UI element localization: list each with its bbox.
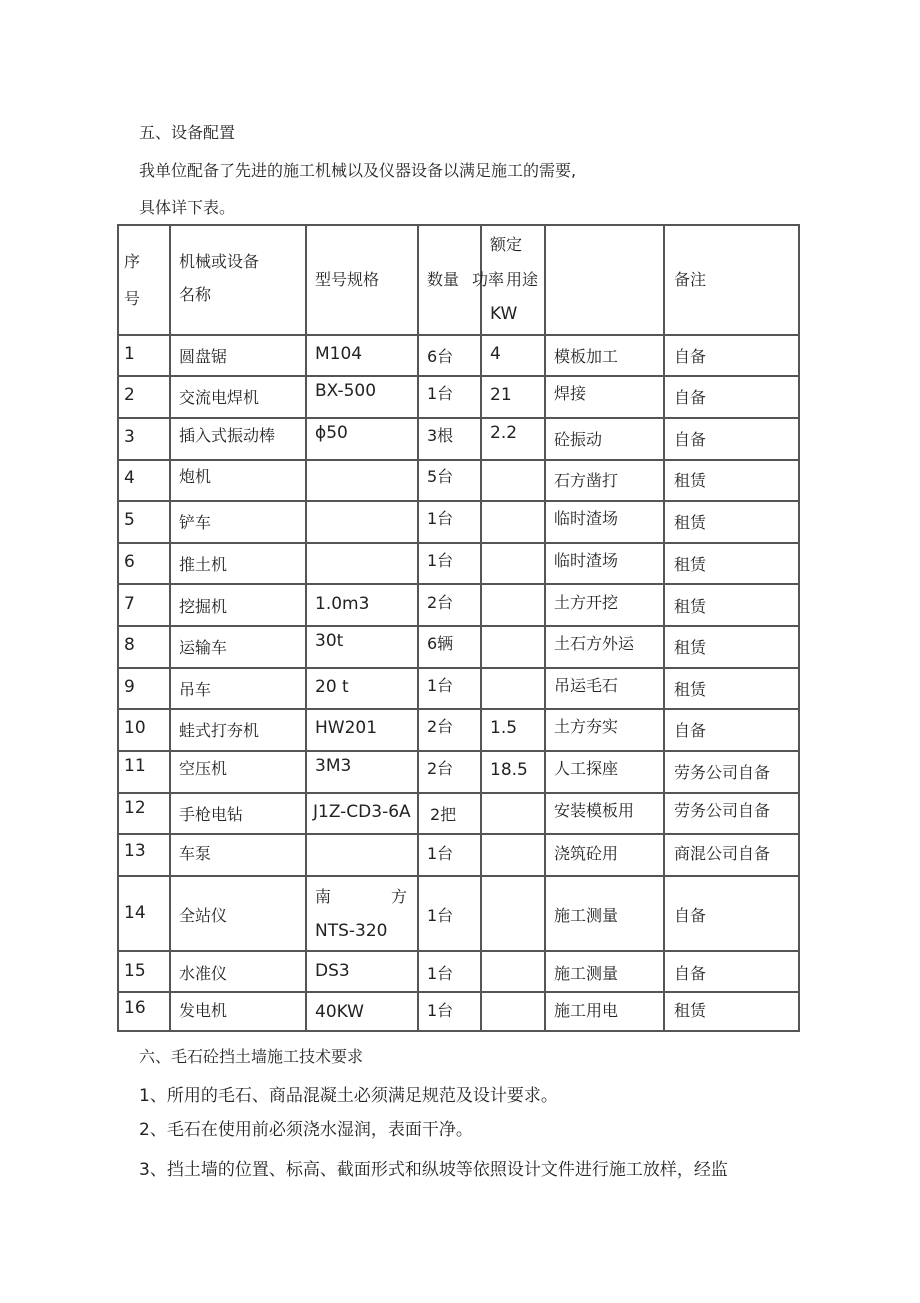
table-rule bbox=[417, 224, 419, 1032]
cell-qty: 1台 bbox=[427, 384, 454, 403]
cell-note: 租赁 bbox=[674, 1001, 707, 1020]
cell-note: 租赁 bbox=[674, 638, 707, 657]
cell-usage: 临时渣场 bbox=[554, 551, 619, 570]
table-rule bbox=[117, 334, 800, 336]
cell-model: M104 bbox=[315, 344, 363, 364]
cell-note: 租赁 bbox=[674, 513, 707, 532]
cell-note: 商混公司自备 bbox=[674, 844, 771, 863]
cell-power: 21 bbox=[490, 385, 512, 405]
cell-model: 1.0m3 bbox=[315, 594, 370, 614]
cell-seq: 7 bbox=[124, 594, 135, 614]
cell-model: 30t bbox=[315, 631, 344, 651]
table-rule bbox=[117, 417, 800, 419]
cell-qty: 6台 bbox=[427, 347, 454, 366]
cell-usage: 土石方外运 bbox=[554, 634, 635, 653]
table-rule bbox=[117, 750, 800, 752]
cell-qty: 2台 bbox=[427, 593, 454, 612]
cell-usage: 石方凿打 bbox=[554, 471, 619, 490]
section6-heading: 六、毛石砼挡土墙施工技术要求 bbox=[139, 1047, 364, 1066]
cell-name: 空压机 bbox=[179, 759, 228, 778]
cell-name: 铲车 bbox=[179, 513, 212, 532]
cell-note: 租赁 bbox=[674, 471, 707, 490]
cell-power: 18.5 bbox=[490, 760, 528, 780]
table-rule bbox=[117, 1030, 800, 1032]
cell-model: HW201 bbox=[315, 718, 378, 738]
table-rule bbox=[169, 224, 171, 1032]
table-rule bbox=[798, 224, 800, 1032]
header-power-unit: KW bbox=[490, 304, 518, 324]
table-rule bbox=[117, 459, 800, 461]
table-rule bbox=[117, 950, 800, 952]
table-rule bbox=[117, 708, 800, 710]
cell-qty: 1台 bbox=[427, 906, 454, 925]
table-rule bbox=[117, 375, 800, 377]
cell-qty: 1台 bbox=[427, 551, 454, 570]
header-qty: 数量 bbox=[427, 270, 460, 289]
table-rule bbox=[117, 667, 800, 669]
cell-qty: 6辆 bbox=[427, 634, 454, 653]
header-note: 备注 bbox=[674, 270, 707, 289]
cell-seq: 12 bbox=[124, 798, 146, 818]
cell-qty: 1台 bbox=[427, 1001, 454, 1020]
header-power: 功率 bbox=[472, 270, 505, 289]
cell-name: 交流电焊机 bbox=[179, 388, 260, 407]
table-rule bbox=[117, 875, 800, 877]
cell-seq: 16 bbox=[124, 998, 146, 1018]
cell-note: 租赁 bbox=[674, 680, 707, 699]
cell-seq: 15 bbox=[124, 961, 146, 981]
section5-intro-line2: 具体详下表。 bbox=[139, 198, 236, 217]
table-rule bbox=[117, 833, 800, 835]
cell-seq: 10 bbox=[124, 718, 146, 738]
cell-model: 20 t bbox=[315, 677, 349, 697]
cell-name: 车泵 bbox=[179, 844, 212, 863]
cell-seq: 6 bbox=[124, 552, 135, 572]
header-seq: 号 bbox=[124, 289, 141, 308]
cell-seq: 11 bbox=[124, 756, 146, 776]
cell-model: DS3 bbox=[315, 961, 350, 981]
table-rule bbox=[117, 625, 800, 627]
header-name: 名称 bbox=[179, 285, 212, 304]
table-rule bbox=[117, 792, 800, 794]
requirement-3: 3、挡土墙的位置、标高、截面形式和纵坡等依照设计文件进行施工放样，经监 bbox=[139, 1160, 728, 1180]
cell-note: 自备 bbox=[674, 430, 707, 449]
cell-name: 圆盘锯 bbox=[179, 347, 228, 366]
cell-qty: 2台 bbox=[427, 717, 454, 736]
header-power: 额定 bbox=[490, 235, 523, 254]
cell-note: 自备 bbox=[674, 964, 707, 983]
table-rule bbox=[663, 224, 665, 1032]
cell-usage: 模板加工 bbox=[554, 347, 619, 366]
header-model: 型号规格 bbox=[315, 270, 380, 289]
table-rule bbox=[480, 224, 482, 1032]
cell-power: 1.5 bbox=[490, 718, 518, 738]
cell-note: 自备 bbox=[674, 721, 707, 740]
table-rule bbox=[117, 542, 800, 544]
header-name: 机械或设备 bbox=[179, 252, 260, 271]
cell-name: 炮机 bbox=[179, 467, 212, 486]
cell-qty: 1台 bbox=[427, 676, 454, 695]
equipment-table bbox=[117, 224, 800, 1032]
cell-name: 水准仪 bbox=[179, 964, 228, 983]
cell-name: 蛙式打夯机 bbox=[179, 721, 260, 740]
cell-seq: 4 bbox=[124, 468, 135, 488]
cell-seq: 13 bbox=[124, 841, 146, 861]
cell-usage: 人工探座 bbox=[554, 759, 619, 778]
cell-note: 租赁 bbox=[674, 555, 707, 574]
cell-usage: 吊运毛石 bbox=[554, 676, 619, 695]
cell-note: 劳务公司自备 bbox=[674, 763, 771, 782]
cell-seq: 3 bbox=[124, 427, 135, 447]
cell-usage: 安装模板用 bbox=[554, 801, 635, 820]
cell-name: 插入式振动棒 bbox=[179, 426, 276, 445]
table-rule bbox=[305, 224, 307, 1032]
cell-note: 租赁 bbox=[674, 597, 707, 616]
cell-model: 40KW bbox=[315, 1002, 364, 1022]
cell-usage: 施工测量 bbox=[554, 906, 619, 925]
table-rule bbox=[117, 224, 119, 1032]
cell-usage: 焊接 bbox=[554, 384, 587, 403]
header-usage: 用途 bbox=[506, 270, 539, 289]
requirement-2: 2、毛石在使用前必须浇水湿润，表面干净。 bbox=[139, 1120, 473, 1140]
cell-power: 4 bbox=[490, 344, 501, 364]
table-rule bbox=[117, 224, 800, 226]
cell-usage: 施工测量 bbox=[554, 964, 619, 983]
cell-usage: 砼振动 bbox=[554, 430, 603, 449]
cell-name: 吊车 bbox=[179, 680, 212, 699]
cell-qty: 5台 bbox=[427, 467, 454, 486]
cell-qty: 2台 bbox=[427, 759, 454, 778]
cell-model: 方 bbox=[391, 887, 408, 906]
header-seq: 序 bbox=[124, 252, 141, 271]
cell-qty: 2把 bbox=[430, 805, 457, 824]
cell-note: 自备 bbox=[674, 906, 707, 925]
cell-name: 手枪电钻 bbox=[179, 805, 244, 824]
cell-seq: 1 bbox=[124, 344, 135, 364]
cell-model: BX-500 bbox=[315, 381, 377, 401]
cell-usage: 浇筑砼用 bbox=[554, 844, 619, 863]
cell-seq: 5 bbox=[124, 510, 135, 530]
cell-note: 自备 bbox=[674, 347, 707, 366]
cell-usage: 土方夯实 bbox=[554, 717, 619, 736]
table-rule bbox=[117, 500, 800, 502]
cell-model: NTS-320 bbox=[315, 921, 388, 941]
section5-intro-line1: 我单位配备了先进的施工机械以及仪器设备以满足施工的需要, bbox=[139, 161, 577, 180]
cell-model: J1Z-CD3-6A bbox=[313, 802, 411, 822]
cell-model: 3M3 bbox=[315, 756, 352, 776]
cell-seq: 9 bbox=[124, 677, 135, 697]
cell-usage: 土方开挖 bbox=[554, 593, 619, 612]
table-rule bbox=[117, 991, 800, 993]
cell-note: 劳务公司自备 bbox=[674, 801, 771, 820]
cell-name: 挖掘机 bbox=[179, 597, 228, 616]
cell-seq: 2 bbox=[124, 385, 135, 405]
cell-name: 全站仪 bbox=[179, 906, 228, 925]
cell-usage: 临时渣场 bbox=[554, 509, 619, 528]
cell-model: ϕ50 bbox=[315, 423, 348, 443]
cell-name: 运输车 bbox=[179, 638, 228, 657]
cell-name: 推土机 bbox=[179, 555, 228, 574]
section5-heading: 五、设备配置 bbox=[139, 123, 236, 142]
cell-qty: 3根 bbox=[427, 426, 454, 445]
table-rule bbox=[117, 583, 800, 585]
requirement-1: 1、所用的毛石、商品混凝土必须满足规范及设计要求。 bbox=[139, 1086, 558, 1106]
cell-model: 南 bbox=[315, 887, 332, 906]
cell-seq: 14 bbox=[124, 903, 146, 923]
cell-note: 自备 bbox=[674, 388, 707, 407]
cell-name: 发电机 bbox=[179, 1001, 228, 1020]
cell-qty: 1台 bbox=[427, 844, 454, 863]
table-rule bbox=[544, 224, 546, 1032]
cell-usage: 施工用电 bbox=[554, 1001, 619, 1020]
cell-seq: 8 bbox=[124, 635, 135, 655]
cell-qty: 1台 bbox=[427, 964, 454, 983]
cell-power: 2.2 bbox=[490, 423, 518, 443]
cell-qty: 1台 bbox=[427, 509, 454, 528]
